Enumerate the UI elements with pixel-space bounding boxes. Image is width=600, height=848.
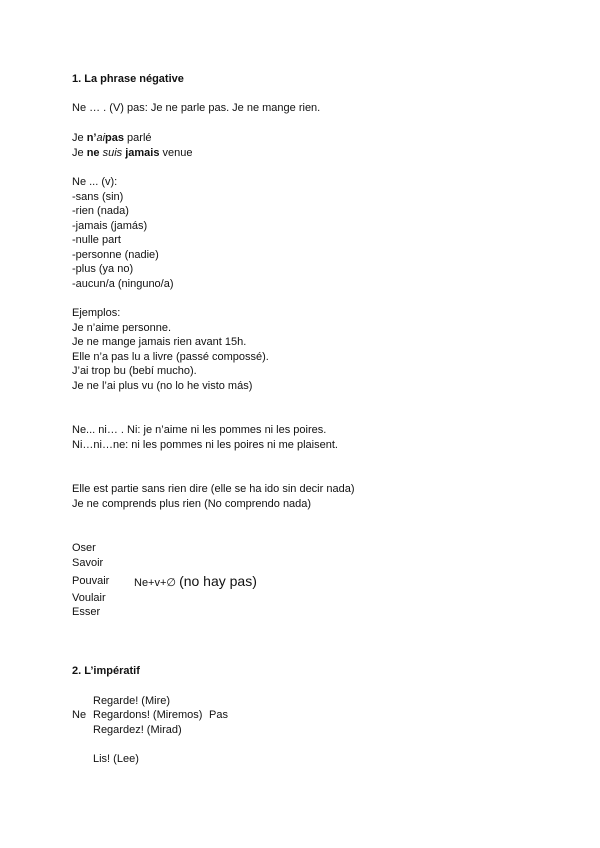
ne-label: Ne (72, 709, 87, 721)
list-item: -personne (nadie) (72, 249, 159, 261)
example-line: Je n’aime personne. (72, 322, 172, 334)
imperative-lis: Lis! (Lee) (93, 753, 139, 765)
list-item: -sans (sin) (72, 191, 124, 203)
list-item: -plus (ya no) (72, 263, 134, 275)
verb-item: Voulair (72, 592, 106, 604)
list-item: -jamais (jamás) (72, 220, 148, 232)
example-line: Elle n’a pas lu a livre (passé compossé). (72, 351, 269, 363)
example-pas: Je n’aipas parlé (72, 132, 152, 144)
list-item: -nulle part (72, 234, 121, 246)
verb-item: Esser (72, 606, 101, 618)
examples-title: Ejemplos: (72, 307, 121, 319)
verb-item: Savoir (72, 557, 104, 569)
verb-formula: Ne+v+∅ (no hay pas) (134, 573, 257, 589)
ni-line: Ni…ni…ne: ni les pommes ni les poires ni me plaisent. (72, 439, 338, 451)
negation-rule: Ne … . (V) pas: Je ne parle pas. Je ne mange rien. (72, 102, 321, 114)
ni-line: Ne... ni… . Ni: je n’aime ni les pommes ni les poires. (72, 424, 327, 436)
example-line: Je ne l’ai plus vu (no lo he visto más) (72, 380, 253, 392)
verb-item: Pouvair (72, 575, 110, 587)
example-jamais: Je ne suis jamais venue (72, 147, 193, 159)
section-1-title: 1. La phrase négative (72, 73, 184, 85)
example-line: Je ne mange jamais rien avant 15h. (72, 336, 247, 348)
verb-item: Oser (72, 542, 96, 554)
list-item: -aucun/a (ninguno/a) (72, 278, 174, 290)
list-item: -rien (nada) (72, 205, 129, 217)
pas-label: Pas (209, 709, 228, 721)
imperative-form: Regardons! (Miremos) (93, 709, 203, 721)
imperative-form: Regarde! (Mire) (93, 695, 171, 707)
section-2-title: 2. L’impératif (72, 665, 140, 677)
example-line: J’ai trop bu (bebí mucho). (72, 365, 197, 377)
sans-line: Elle est partie sans rien dire (elle se ha ido sin decir nada) (72, 483, 355, 495)
imperative-form: Regardez! (Mirad) (93, 724, 182, 736)
list-header: Ne ... (v): (72, 176, 118, 188)
sans-line: Je ne comprends plus rien (No comprendo nada) (72, 498, 312, 510)
